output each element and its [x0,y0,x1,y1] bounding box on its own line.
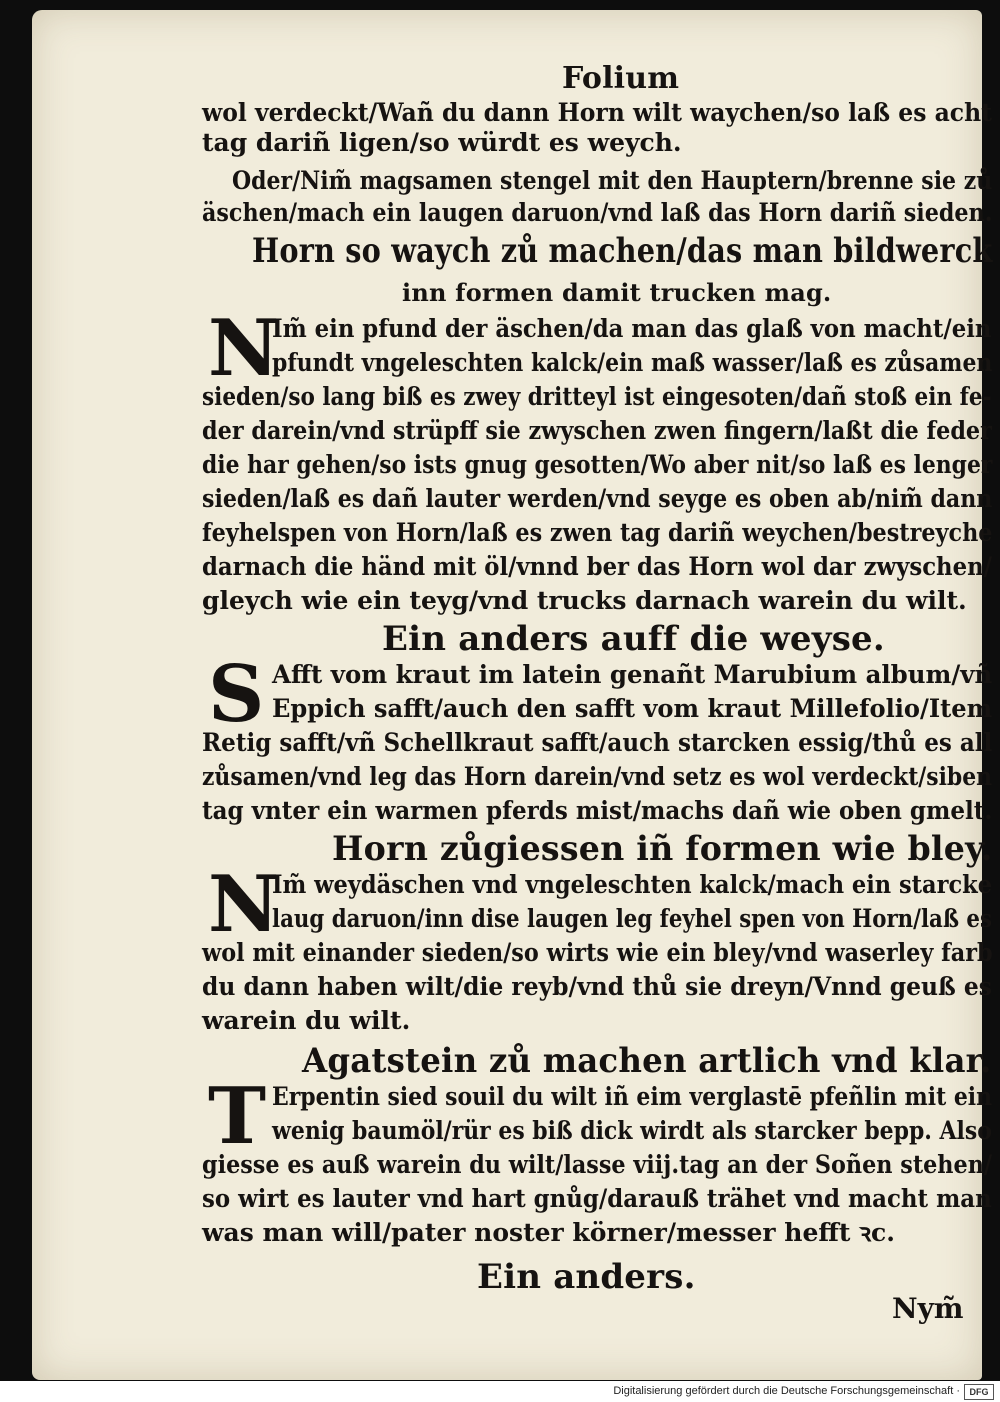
text-line: gleych wie ein teyg/vnd trucks darnach warein du wilt. [202,586,967,615]
drop-cap: N [208,859,280,950]
text-line: wol verdeckt/Wañ du dann Horn wilt waychen/so laß es acht [202,98,993,127]
text-line: Afft vom kraut im latein genañt Marubium album/vñ [272,660,993,689]
section-heading: Ein anders auff die weyse. [382,619,885,659]
text-line: so wirt es lauter vnd hart gnůg/darauß trähet vnd macht man [202,1184,992,1213]
text-line: tag dariñ ligen/so würdt es weych. [202,128,682,157]
section-subheading: inn formen damit trucken mag. [402,278,832,307]
drop-cap: S [208,649,265,740]
text-line: wenig baumöl/rür es biß dick wirdt als starcker bepp. Also [272,1116,992,1145]
text-line: giesse es auß warein du wilt/lasse viij.tag an der Soñen stehen/ [202,1150,993,1179]
catchword: Nym̃ [892,1292,964,1325]
text-line: pfundt vngeleschten kalck/ein maß wasser/laß es zůsamen [272,348,993,377]
text-line: Im̃ ein pfund der äschen/da man das glaß von macht/ein [272,314,992,343]
text-line: darnach die händ mit öl/vnnd ber das Horn wol dar zwyschen/ [202,552,992,581]
text-line: äschen/mach ein laugen daruon/vnd laß das Horn dariñ sieden. [202,198,993,227]
section-heading: Horn so waych zů machen/das man bildwerck [252,231,993,271]
text-line: zůsamen/vnd leg das Horn darein/vnd setz es wol verdeckt/siben [202,762,993,791]
text-line: Erpentin sied souil du wilt iñ eim verglastē pfeñlin mit ein [272,1082,993,1111]
text-line: der darein/vnd strüpff sie zwyschen zwen fingern/laßt die feder [202,416,992,445]
text-line: Oder/Nim̃ magsamen stengel mit den Hauptern/brenne sie zů [232,166,993,195]
page-text-block [202,60,992,1340]
text-line: Retig safft/vñ Schellkraut safft/auch starcken essig/thů es all [202,728,993,757]
text-line: laug daruon/inn dise laugen leg feyhel spen von Horn/laß es [272,904,992,933]
scanned-page [32,10,993,1380]
running-head: Folium [562,61,680,96]
text-line: du dann haben wilt/die reyb/vnd thů sie dreyn/Vnnd geuß es [202,972,992,1001]
drop-cap: N [208,303,280,394]
section-heading: Ein anders. [477,1257,696,1297]
text-line: was man will/pater noster körner/messer hefft ꝛc. [202,1218,895,1247]
footer-bar [0,1381,1000,1402]
text-line: Im̃ weydäschen vnd vngeleschten kalck/mach ein starcke [272,870,993,899]
text-line: sieden/so lang biß es zwey dritteyl ist eingesoten/dañ stoß ein fe- [202,382,992,411]
text-line: feyhelspen von Horn/laß es zwen tag dariñ weychen/bestreyche [202,518,993,547]
text-line: tag vnter ein warmen pferds mist/machs dañ wie oben gmelt. [202,796,993,825]
section-heading: Horn zůgiessen iñ formen wie bley. [332,829,993,869]
footer-credit: Digitalisierung gefördert durch die Deutsche Forschungsgemeinschaft · [613,1385,960,1397]
text-line: warein du wilt. [202,1006,411,1035]
section-heading: Agatstein zů machen artlich vnd klar. [302,1041,992,1081]
dfg-logo-icon: DFG [964,1384,994,1400]
drop-cap: T [208,1071,267,1162]
text-line: die har gehen/so ists gnug gesotten/Wo aber nit/so laß es lenger [202,450,993,479]
text-line: wol mit einander sieden/so wirts wie ein bley/vnd waserley farb [202,938,993,967]
text-line: sieden/laß es dañ lauter werden/vnd seyge es oben ab/nim̃ dann [202,484,993,513]
text-line: Eppich safft/auch den safft vom kraut Millefolio/Item [272,694,993,723]
